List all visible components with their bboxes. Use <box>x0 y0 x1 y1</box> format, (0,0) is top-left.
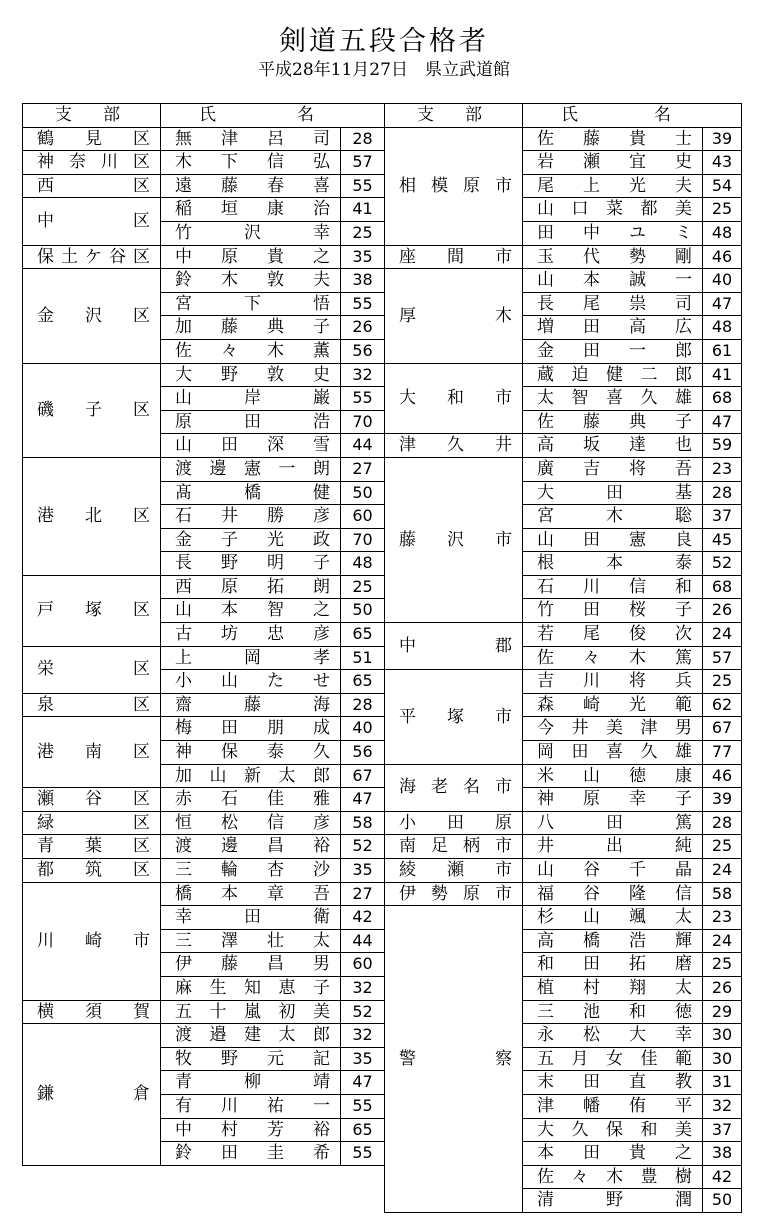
age-cell: 68 <box>703 387 742 411</box>
age-cell: 37 <box>703 1118 742 1142</box>
branch-cell: 西区 <box>23 174 161 198</box>
table-row <box>385 623 742 647</box>
branch-cell: 泉区 <box>23 693 161 717</box>
age-cell: 25 <box>703 670 742 694</box>
age-cell: 58 <box>341 811 385 835</box>
name-cell: 竹沢幸 <box>161 221 341 245</box>
name-cell: 神保泰久 <box>161 741 341 765</box>
name-cell: 田中ユミ <box>523 221 703 245</box>
age-cell: 26 <box>703 976 742 1000</box>
name-cell: 稲垣康治 <box>161 198 341 222</box>
table-row <box>385 127 742 151</box>
name-cell: 有川祐一 <box>161 1094 341 1118</box>
age-cell: 38 <box>341 269 385 293</box>
name-cell: 長尾祟司 <box>523 292 703 316</box>
name-cell: 渡邉建太郎 <box>161 1024 341 1048</box>
page-subtitle: 平成28年11月27日 県立武道館 <box>258 60 510 80</box>
age-cell: 35 <box>341 245 385 269</box>
name-cell: 大田基 <box>523 481 703 505</box>
age-cell: 46 <box>703 764 742 788</box>
name-cell: 石井勝彦 <box>161 505 341 529</box>
table-row <box>385 245 742 269</box>
name-cell: 佐々木薫 <box>161 339 341 363</box>
name-cell: 山本智之 <box>161 599 341 623</box>
name-cell: 竹田桜子 <box>523 599 703 623</box>
age-cell: 44 <box>341 929 385 953</box>
name-cell: 佐々木篤 <box>523 646 703 670</box>
age-cell: 30 <box>703 1024 742 1048</box>
age-cell: 52 <box>341 835 385 859</box>
name-cell: 橋本章吾 <box>161 882 341 906</box>
name-cell: 無津呂司 <box>161 127 341 151</box>
age-cell: 23 <box>703 906 742 930</box>
branch-cell: 津久井 <box>385 434 523 458</box>
branch-cell: 神奈川区 <box>23 151 161 175</box>
header-branch: 支部 <box>23 104 161 128</box>
page-title: 剣道五段合格者 <box>279 26 489 57</box>
age-cell: 65 <box>341 623 385 647</box>
table-row <box>385 811 742 835</box>
name-cell: 五十嵐初美 <box>161 1000 341 1024</box>
name-cell: 原田浩 <box>161 410 341 434</box>
table-row <box>23 811 385 835</box>
name-cell: 植村翔太 <box>523 976 703 1000</box>
results-table-left <box>22 103 385 1166</box>
branch-cell: 厚木 <box>385 269 523 363</box>
name-cell: 大野敦史 <box>161 363 341 387</box>
table-row <box>385 457 742 481</box>
age-cell: 54 <box>703 174 742 198</box>
table-row <box>23 151 385 175</box>
name-cell: 佐藤貴士 <box>523 127 703 151</box>
name-cell: 大久保和美 <box>523 1118 703 1142</box>
name-cell: 齋藤海 <box>161 693 341 717</box>
branch-cell: 保土ケ谷区 <box>23 245 161 269</box>
name-cell: 末田直教 <box>523 1071 703 1095</box>
age-cell: 46 <box>703 245 742 269</box>
branch-cell: 横須賀 <box>23 1000 161 1024</box>
name-cell: 古坊忠彦 <box>161 623 341 647</box>
name-cell: 石川信和 <box>523 575 703 599</box>
name-cell: 加藤典子 <box>161 316 341 340</box>
table-row <box>23 646 385 670</box>
age-cell: 32 <box>341 976 385 1000</box>
table-row <box>385 906 742 930</box>
age-cell: 62 <box>703 693 742 717</box>
name-cell: 金子光政 <box>161 528 341 552</box>
age-cell: 32 <box>341 363 385 387</box>
age-cell: 28 <box>341 693 385 717</box>
name-cell: 玉代勢剛 <box>523 245 703 269</box>
branch-cell: 栄区 <box>23 646 161 693</box>
branch-cell: 青葉区 <box>23 835 161 859</box>
age-cell: 23 <box>703 457 742 481</box>
age-cell: 55 <box>341 387 385 411</box>
age-cell: 68 <box>703 575 742 599</box>
name-cell: 遠藤春喜 <box>161 174 341 198</box>
name-cell: 上岡孝 <box>161 646 341 670</box>
branch-cell: 小田原 <box>385 811 523 835</box>
name-cell: 神原幸子 <box>523 788 703 812</box>
age-cell: 57 <box>703 646 742 670</box>
name-cell: 岡田喜久雄 <box>523 741 703 765</box>
name-cell: 宮下悟 <box>161 292 341 316</box>
name-cell: 小山たせ <box>161 670 341 694</box>
branch-cell: 戸塚区 <box>23 575 161 646</box>
age-cell: 55 <box>341 1142 385 1166</box>
age-cell: 24 <box>703 859 742 883</box>
name-cell: 八田篤 <box>523 811 703 835</box>
name-cell: 伊藤昌男 <box>161 953 341 977</box>
age-cell: 61 <box>703 339 742 363</box>
age-cell: 70 <box>341 410 385 434</box>
age-cell: 45 <box>703 528 742 552</box>
name-cell: 清野潤 <box>523 1189 703 1213</box>
name-cell: 恒松信彦 <box>161 811 341 835</box>
branch-cell: 座間市 <box>385 245 523 269</box>
age-cell: 38 <box>703 1142 742 1166</box>
name-cell: 杉山颯太 <box>523 906 703 930</box>
name-cell: 金田一郎 <box>523 339 703 363</box>
age-cell: 26 <box>341 316 385 340</box>
age-cell: 55 <box>341 174 385 198</box>
table-row <box>385 764 742 788</box>
age-cell: 58 <box>703 882 742 906</box>
name-cell: 中村芳裕 <box>161 1118 341 1142</box>
name-cell: 山岸巌 <box>161 387 341 411</box>
branch-cell: 港南区 <box>23 717 161 788</box>
age-cell: 27 <box>341 882 385 906</box>
header-name: 氏名 <box>523 104 742 128</box>
age-cell: 47 <box>341 788 385 812</box>
branch-cell: 南足柄市 <box>385 835 523 859</box>
age-cell: 47 <box>341 1071 385 1095</box>
name-cell: 木下信弘 <box>161 151 341 175</box>
age-cell: 50 <box>341 481 385 505</box>
name-cell: 髙橋健 <box>161 481 341 505</box>
table-row <box>23 269 385 293</box>
age-cell: 50 <box>703 1189 742 1213</box>
branch-cell: 緑区 <box>23 811 161 835</box>
age-cell: 55 <box>341 1094 385 1118</box>
branch-cell: 中郡 <box>385 623 523 670</box>
age-cell: 52 <box>703 552 742 576</box>
table-row <box>385 434 742 458</box>
branch-cell: 港北区 <box>23 457 161 575</box>
table-row <box>23 717 385 741</box>
branch-cell: 海老名市 <box>385 764 523 811</box>
table-row <box>23 245 385 269</box>
table-row <box>23 788 385 812</box>
age-cell: 59 <box>703 434 742 458</box>
name-cell: 三澤壮太 <box>161 929 341 953</box>
name-cell: 鈴田圭希 <box>161 1142 341 1166</box>
age-cell: 30 <box>703 1047 742 1071</box>
age-cell: 60 <box>341 505 385 529</box>
name-cell: 鈴木敦夫 <box>161 269 341 293</box>
name-cell: 三池和徳 <box>523 1000 703 1024</box>
branch-cell: 警察 <box>385 906 523 1213</box>
age-cell: 50 <box>341 599 385 623</box>
name-cell: 和田拓磨 <box>523 953 703 977</box>
age-cell: 47 <box>703 292 742 316</box>
table-row <box>23 859 385 883</box>
name-cell: 太智喜久雄 <box>523 387 703 411</box>
table-row <box>23 127 385 151</box>
age-cell: 25 <box>703 198 742 222</box>
age-cell: 56 <box>341 339 385 363</box>
table-row <box>23 882 385 906</box>
results-table-right <box>384 103 742 1213</box>
age-cell: 70 <box>341 528 385 552</box>
name-cell: 中原貴之 <box>161 245 341 269</box>
name-cell: 山本誠一 <box>523 269 703 293</box>
age-cell: 44 <box>341 434 385 458</box>
table-row <box>23 174 385 198</box>
table-row <box>23 693 385 717</box>
age-cell: 28 <box>703 481 742 505</box>
branch-cell: 鎌倉 <box>23 1024 161 1166</box>
name-cell: 高坂達也 <box>523 434 703 458</box>
age-cell: 24 <box>703 929 742 953</box>
age-cell: 26 <box>703 599 742 623</box>
table-row <box>23 363 385 387</box>
header-name: 氏名 <box>161 104 385 128</box>
age-cell: 65 <box>341 670 385 694</box>
age-cell: 77 <box>703 741 742 765</box>
table-row <box>23 457 385 481</box>
name-cell: 永松大幸 <box>523 1024 703 1048</box>
age-cell: 48 <box>703 221 742 245</box>
age-cell: 48 <box>341 552 385 576</box>
age-cell: 40 <box>703 269 742 293</box>
table-row <box>23 1024 385 1048</box>
branch-cell: 大和市 <box>385 363 523 434</box>
name-cell: 牧野元記 <box>161 1047 341 1071</box>
name-cell: 井出純 <box>523 835 703 859</box>
age-cell: 40 <box>341 717 385 741</box>
table-row <box>385 859 742 883</box>
table-row <box>385 269 742 293</box>
name-cell: 麻生知恵子 <box>161 976 341 1000</box>
name-cell: 吉川将兵 <box>523 670 703 694</box>
age-cell: 27 <box>341 457 385 481</box>
name-cell: 加山新太郎 <box>161 764 341 788</box>
age-cell: 48 <box>703 316 742 340</box>
branch-cell: 瀬谷区 <box>23 788 161 812</box>
branch-cell: 綾瀬市 <box>385 859 523 883</box>
name-cell: 尾上光夫 <box>523 174 703 198</box>
age-cell: 42 <box>703 1165 742 1189</box>
branch-cell: 平塚市 <box>385 670 523 764</box>
name-cell: 山谷千晶 <box>523 859 703 883</box>
age-cell: 37 <box>703 505 742 529</box>
branch-cell: 中区 <box>23 198 161 245</box>
age-cell: 25 <box>341 221 385 245</box>
age-cell: 31 <box>703 1071 742 1095</box>
branch-cell: 都筑区 <box>23 859 161 883</box>
age-cell: 35 <box>341 859 385 883</box>
name-cell: 渡邊昌裕 <box>161 835 341 859</box>
name-cell: 米山徳康 <box>523 764 703 788</box>
branch-cell: 藤沢市 <box>385 457 523 622</box>
age-cell: 25 <box>703 835 742 859</box>
table-row <box>23 198 385 222</box>
name-cell: 今井美津男 <box>523 717 703 741</box>
age-cell: 52 <box>341 1000 385 1024</box>
age-cell: 41 <box>341 198 385 222</box>
table-row <box>23 575 385 599</box>
name-cell: 宮木聡 <box>523 505 703 529</box>
name-cell: 赤石佳雅 <box>161 788 341 812</box>
name-cell: 幸田衛 <box>161 906 341 930</box>
header-row <box>385 104 742 128</box>
name-cell: 津幡侑平 <box>523 1094 703 1118</box>
name-cell: 西原拓朗 <box>161 575 341 599</box>
age-cell: 56 <box>341 741 385 765</box>
name-cell: 五月女佳範 <box>523 1047 703 1071</box>
age-cell: 25 <box>341 575 385 599</box>
name-cell: 高橋浩輝 <box>523 929 703 953</box>
age-cell: 41 <box>703 363 742 387</box>
age-cell: 57 <box>341 151 385 175</box>
age-cell: 47 <box>703 410 742 434</box>
name-cell: 若尾俊次 <box>523 623 703 647</box>
name-cell: 三輪杏沙 <box>161 859 341 883</box>
name-cell: 増田高広 <box>523 316 703 340</box>
branch-cell: 川崎市 <box>23 882 161 1000</box>
branch-cell: 伊勢原市 <box>385 882 523 906</box>
branch-cell: 鶴見区 <box>23 127 161 151</box>
table-row <box>385 670 742 694</box>
table-row <box>23 835 385 859</box>
table-row <box>385 835 742 859</box>
name-cell: 佐々木豊樹 <box>523 1165 703 1189</box>
name-cell: 岩瀬宜史 <box>523 151 703 175</box>
age-cell: 25 <box>703 953 742 977</box>
name-cell: 根本泰 <box>523 552 703 576</box>
age-cell: 29 <box>703 1000 742 1024</box>
age-cell: 32 <box>703 1094 742 1118</box>
name-cell: 佐藤典子 <box>523 410 703 434</box>
table-row <box>385 882 742 906</box>
age-cell: 32 <box>341 1024 385 1048</box>
age-cell: 42 <box>341 906 385 930</box>
name-cell: 福谷隆信 <box>523 882 703 906</box>
name-cell: 渡邊憲一朗 <box>161 457 341 481</box>
name-cell: 青柳靖 <box>161 1071 341 1095</box>
age-cell: 39 <box>703 127 742 151</box>
age-cell: 35 <box>341 1047 385 1071</box>
name-cell: 長野明子 <box>161 552 341 576</box>
name-cell: 梅田朋成 <box>161 717 341 741</box>
age-cell: 55 <box>341 292 385 316</box>
branch-cell: 金沢区 <box>23 269 161 363</box>
branch-cell: 相模原市 <box>385 127 523 245</box>
name-cell: 蔵迫健二郎 <box>523 363 703 387</box>
header-row <box>23 104 385 128</box>
age-cell: 39 <box>703 788 742 812</box>
age-cell: 28 <box>341 127 385 151</box>
age-cell: 60 <box>341 953 385 977</box>
age-cell: 43 <box>703 151 742 175</box>
table-row <box>23 1000 385 1024</box>
age-cell: 65 <box>341 1118 385 1142</box>
name-cell: 山田憲良 <box>523 528 703 552</box>
name-cell: 山口菜都美 <box>523 198 703 222</box>
header-branch: 支部 <box>385 104 523 128</box>
age-cell: 24 <box>703 623 742 647</box>
branch-cell: 磯子区 <box>23 363 161 457</box>
table-row <box>385 363 742 387</box>
name-cell: 本田貴之 <box>523 1142 703 1166</box>
name-cell: 森崎光範 <box>523 693 703 717</box>
age-cell: 28 <box>703 811 742 835</box>
name-cell: 山田深雪 <box>161 434 341 458</box>
name-cell: 廣吉将吾 <box>523 457 703 481</box>
age-cell: 51 <box>341 646 385 670</box>
age-cell: 67 <box>703 717 742 741</box>
age-cell: 67 <box>341 764 385 788</box>
